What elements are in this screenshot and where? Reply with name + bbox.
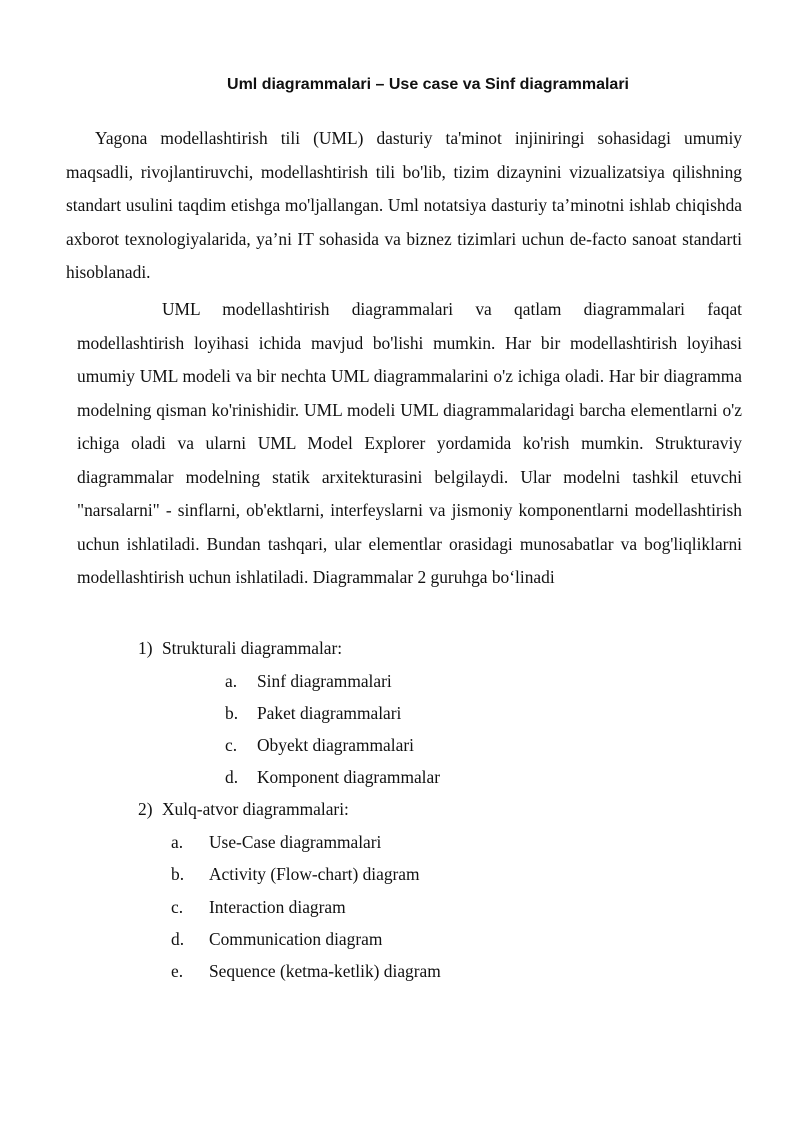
list-marker: a. — [171, 832, 184, 852]
paragraph-uml-definition: Yagona modellashtirish tili (UML) dasturiy ta'minot injiniringi sohasidagi umumiy maqsadli, rivojlantiruvchi, modellashtirish tili bo'lib, tizim dizaynini vizualizatsiya qilishning standart usulini taqdim etishga mo'ljallangan. Uml notatsiya dasturiy ta’minotni ishlab chiqishda axborot texnologiyalarida, ya’ni IT sohasida va biznez tizimlari uchun de-facto sanoat standarti hisoblanadi. — [66, 128, 742, 282]
list-marker: c. — [225, 735, 238, 755]
list-marker: b. — [171, 864, 185, 884]
list-item-label: Communication diagram — [209, 929, 383, 949]
list-marker: 1) — [138, 638, 153, 658]
list-item-label: Sinf diagrammalari — [257, 671, 392, 691]
list-item-label: Paket diagrammalari — [257, 703, 402, 723]
list-group-label: Strukturali diagrammalar: — [162, 638, 343, 658]
list-marker: c. — [171, 897, 184, 917]
list-group-label: Xulq-atvor diagrammalari: — [162, 799, 349, 819]
list-item-label: Komponent diagrammalar — [257, 767, 441, 787]
list-item-label: Obyekt diagrammalari — [257, 735, 414, 755]
list-item-label: Use-Case diagrammalari — [209, 832, 382, 852]
list-marker: d. — [171, 929, 185, 949]
list-marker: d. — [225, 767, 239, 787]
paragraph-uml-diagrams: UML modellashtirish diagrammalari va qatlam diagrammalari faqat modellashtirish loyihasi ichida mavjud bo'lishi mumkin. Har bir modellashtirish loyihasi umumiy UML modeli va bir nechta UML diagrammalarini o'z ichiga oladi. Har bir diagramma modelning qisman ko'rinishidir. UML modeli UML diagrammalaridagi barcha elementlarni o'z ichiga oladi va ularni UML Model Explorer yordamida ko'rish mumkin. Strukturaviy diagrammalar modelning statik arxitekturasini belgilaydi. Ular modelni tashkil etuvchi "narsalarni" - sinflarni, ob'ektlarni, interfeyslarni va jismoniy komponentlarni modellashtirish uchun ishlatiladi. Bundan tashqari, ular elementlar orasidagi munosabatlar va bog'liqliklarni modellashtirish uchun ishlatiladi. Diagrammalar 2 guruhga bo‘linadi — [77, 299, 742, 587]
list-marker: b. — [225, 703, 239, 723]
list-marker: a. — [225, 671, 238, 691]
list-item-label: Sequence (ketma-ketlik) diagram — [209, 961, 441, 981]
list-item-label: Interaction diagram — [209, 897, 346, 917]
page-title: Uml diagrammalari – Use case va Sinf diagrammalari — [227, 76, 629, 93]
list-marker: 2) — [138, 799, 153, 819]
list-item-label: Activity (Flow-chart) diagram — [209, 864, 420, 884]
list-marker: e. — [171, 961, 184, 981]
